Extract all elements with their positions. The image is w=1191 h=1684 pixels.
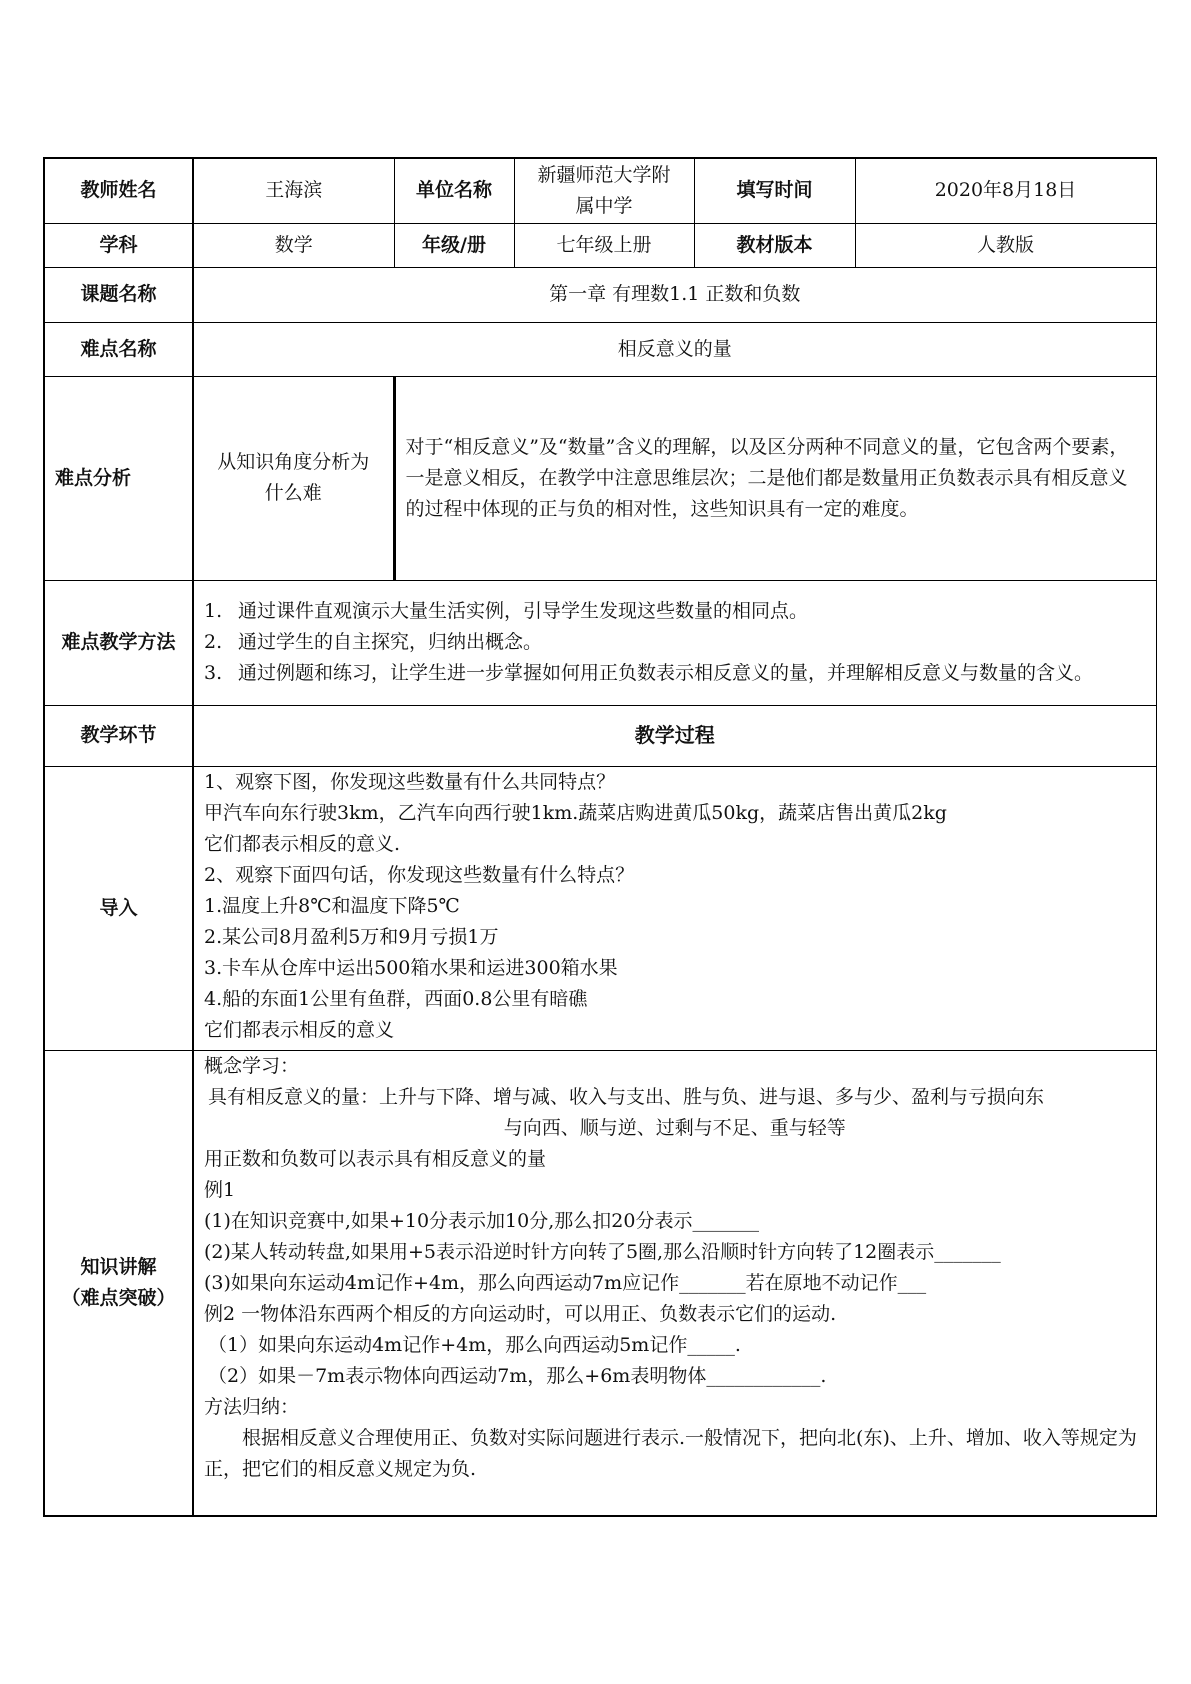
method-content [193, 580, 1156, 705]
knowledge-line: 用正数和负数可以表示具有相反意义的量 [204, 1147, 547, 1170]
knowledge-line: 方法归纳： [204, 1395, 300, 1418]
unit-value: 新疆师范大学附属中学 [514, 158, 694, 223]
process-label: 教学环节 [44, 705, 193, 766]
knowledge-content [193, 1050, 1156, 1516]
knowledge-line: （2）如果－7m表示物体向西运动7m，那么+6m表明物体____________. [208, 1364, 827, 1387]
lesson-plan-table [43, 157, 1157, 1517]
difficulty-row [44, 322, 1156, 376]
method-item-text: 通过学生的自主探究，归纳出概念。 [238, 631, 543, 653]
intro-line: 甲汽车向东行驶3km，乙汽车向西行驶1km.蔬菜店购进黄瓜50kg，蔬菜店售出黄瓜2kg [204, 801, 947, 824]
method-summary: 根据相反意义合理使用正、负数对实际问题进行表示.一般情况下，把向北(东)、上升、增加、收入等规定为正，把它们的相反意义规定为负. [204, 1426, 1137, 1480]
header-row-1 [44, 158, 1156, 223]
method-list [204, 596, 1146, 689]
intro-line: 2、观察下面四句话，你发现这些数量有什么特点？ [204, 863, 635, 886]
method-item [204, 658, 1146, 689]
intro-label: 导入 [44, 766, 193, 1050]
knowledge-line: （1）如果向东运动4m记作+4m，那么向西运动5m记作_____. [208, 1333, 741, 1356]
method-item-number: 1. [204, 600, 223, 622]
edition-value: 人教版 [855, 223, 1156, 267]
knowledge-row [44, 1050, 1156, 1516]
concept-title: 概念学习： [204, 1054, 300, 1077]
concept-line: 与向西、顺与逆、过剩与不足、重与轻等 [503, 1116, 846, 1139]
process-row [44, 705, 1156, 766]
intro-line: 它们都表示相反的意义 [204, 1018, 395, 1041]
edition-label: 教材版本 [694, 223, 855, 267]
date-label: 填写时间 [694, 158, 855, 223]
difficulty-label: 难点名称 [44, 322, 193, 376]
unit-label: 单位名称 [394, 158, 514, 223]
knowledge-line: 例2 一物体沿东西两个相反的方向运动时，可以用正、负数表示它们的运动. [204, 1302, 837, 1325]
concept-line: 具有相反意义的量：上升与下降、增与减、收入与支出、胜与负、进与退、多与少、盈利与亏损向东 [208, 1085, 1045, 1108]
subject-value: 数学 [193, 223, 394, 267]
analysis-label: 难点分析 [44, 376, 193, 580]
knowledge-line: (1)在知识竞赛中,如果+10分表示加10分,那么扣20分表示_______ [204, 1209, 759, 1232]
knowledge-line: (2)某人转动转盘,如果用+5表示沿逆时针方向转了5圈,那么沿顺时针方向转了12圈表示_______ [204, 1240, 1001, 1263]
analysis-text: 对于“相反意义”及“数量”含义的理解，以及区分两种不同意义的量，它包含两个要素，一是意义相反，在教学中注意思维层次；二是他们都是数量用正负数表示具有相反意义的过程中体现的正与负的相对性，这些知识具有一定的难度。 [394, 376, 1156, 580]
intro-line: 1.温度上升8℃和温度下降5℃ [204, 894, 460, 917]
intro-line: 它们都表示相反的意义. [204, 832, 401, 855]
method-row [44, 580, 1156, 705]
knowledge-line: 例1 [204, 1178, 236, 1201]
intro-line: 2.某公司8月盈利5万和9月亏损1万 [204, 925, 499, 948]
topic-value: 第一章 有理数1.1 正数和负数 [193, 267, 1156, 322]
grade-label: 年级/册 [394, 223, 514, 267]
method-item-text: 通过例题和练习，让学生进一步掌握如何用正负数表示相反意义的量，并理解相反意义与数量的含义。 [238, 662, 1094, 684]
analysis-sub-label: 从知识角度分析为什么难 [193, 376, 394, 580]
header-row-2 [44, 223, 1156, 267]
method-item-number: 2. [204, 631, 223, 653]
topic-row [44, 267, 1156, 322]
grade-value: 七年级上册 [514, 223, 694, 267]
intro-line: 3.卡车从仓库中运出500箱水果和运进300箱水果 [204, 956, 618, 979]
date-value: 2020年8月18日 [855, 158, 1156, 223]
method-label: 难点教学方法 [44, 580, 193, 705]
method-item [204, 596, 1146, 627]
knowledge-label [44, 1050, 193, 1516]
process-value: 教学过程 [193, 705, 1156, 766]
method-item-number: 3. [204, 662, 223, 684]
teacher-value: 王海滨 [193, 158, 394, 223]
intro-content [193, 766, 1156, 1050]
method-item-text: 通过课件直观演示大量生活实例，引导学生发现这些数量的相同点。 [238, 600, 809, 622]
intro-line: 1、观察下图，你发现这些数量有什么共同特点？ [204, 770, 616, 793]
method-item [204, 627, 1146, 658]
knowledge-line: (3)如果向东运动4m记作+4m，那么向西运动7m应记作_______若在原地不动记作___ [204, 1271, 927, 1294]
intro-line: 4.船的东面1公里有鱼群，西面0.8公里有暗礁 [204, 987, 588, 1010]
subject-label: 学科 [44, 223, 193, 267]
lesson-plan-sheet [43, 157, 1155, 1517]
analysis-row [44, 376, 1156, 580]
difficulty-value: 相反意义的量 [193, 322, 1156, 376]
knowledge-label-sub: （难点突破） [61, 1286, 176, 1309]
topic-label: 课题名称 [44, 267, 193, 322]
teacher-label: 教师姓名 [44, 158, 193, 223]
knowledge-label-main: 知识讲解 [80, 1255, 157, 1278]
intro-row [44, 766, 1156, 1050]
